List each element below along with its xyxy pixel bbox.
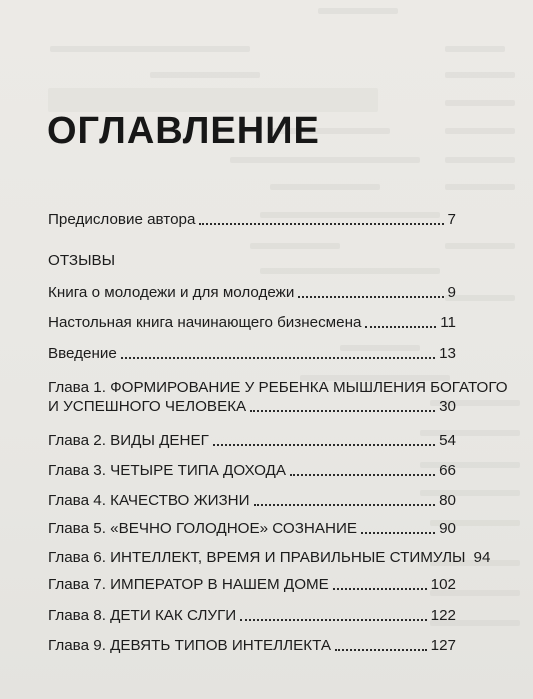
toc-entry-title-line-1: Глава 1. ФОРМИРОВАНИЕ У РЕБЕНКА МЫШЛЕНИЯ БОГАТОГО xyxy=(48,379,508,396)
dot-leader xyxy=(254,503,436,506)
toc-entry-title: Глава 7. ИМПЕРАТОР В НАШЕМ ДОМЕ xyxy=(48,576,329,593)
toc-entry-page: 7 xyxy=(447,211,456,228)
toc-entry-page: 127 xyxy=(430,637,456,654)
toc-entry-title: Введение xyxy=(48,345,117,362)
toc-entry-page: 80 xyxy=(439,492,456,509)
dot-leader xyxy=(333,587,427,590)
toc-entry-title: Глава 3. ЧЕТЫРЕ ТИПА ДОХОДА xyxy=(48,462,286,479)
toc-entry-review-2[interactable] xyxy=(48,313,456,332)
toc-entry-title: Глава 9. ДЕВЯТЬ ТИПОВ ИНТЕЛЛЕКТА xyxy=(48,637,331,654)
page-title: ОГЛАВЛЕНИЕ xyxy=(47,110,320,152)
toc-entry-page: 90 xyxy=(439,520,456,537)
toc-entry-page: 122 xyxy=(430,607,456,624)
dot-leader xyxy=(361,531,435,534)
toc-entry-review-1[interactable] xyxy=(48,283,456,302)
toc-entry-chapter-7[interactable] xyxy=(48,575,456,594)
dot-leader xyxy=(290,473,435,476)
dot-leader xyxy=(213,443,435,446)
toc-entry-title-line-2-row xyxy=(48,397,456,416)
dot-leader xyxy=(199,222,443,225)
toc-entry-intro[interactable] xyxy=(48,344,456,363)
toc-entry-page: 66 xyxy=(439,462,456,479)
toc-entry-page: 9 xyxy=(447,284,456,301)
toc-entry-title: Предисловие автора xyxy=(48,211,196,228)
toc-entry-title: Книга о молодежи и для молодежи xyxy=(48,284,295,301)
toc-entry-title: Глава 2. ВИДЫ ДЕНЕГ xyxy=(48,432,209,449)
toc-entry-page: 54 xyxy=(439,432,456,449)
toc-entry-chapter-6[interactable] xyxy=(48,548,491,567)
toc-entry-chapter-5[interactable] xyxy=(48,519,456,538)
toc-entry-title-line-2: И УСПЕШНОГО ЧЕЛОВЕКА xyxy=(48,398,247,415)
toc-entry-chapter-2[interactable] xyxy=(48,431,456,450)
toc-entry-title: Глава 6. ИНТЕЛЛЕКТ, ВРЕМЯ И ПРАВИЛЬНЫЕ СТИМУЛЫ xyxy=(48,549,466,566)
toc-entry-chapter-9[interactable] xyxy=(48,636,456,655)
toc-entry-page: 102 xyxy=(430,576,456,593)
dot-leader xyxy=(121,356,435,359)
dot-leader xyxy=(298,295,443,298)
dot-leader xyxy=(250,409,435,412)
dot-leader xyxy=(240,618,426,621)
toc-entry-title: Настольная книга начинающего бизнесмена xyxy=(48,314,362,331)
reviews-heading: ОТЗЫВЫ xyxy=(48,252,116,269)
toc-entry-page: 11 xyxy=(440,314,456,331)
toc-entry-chapter-1[interactable] xyxy=(48,378,508,416)
toc-entry-title: Глава 4. КАЧЕСТВО ЖИЗНИ xyxy=(48,492,250,509)
toc-entry-page: 13 xyxy=(439,345,456,362)
toc-entry-title: Глава 8. ДЕТИ КАК СЛУГИ xyxy=(48,607,237,624)
dot-leader xyxy=(335,648,427,651)
toc-entry-page: 94 xyxy=(473,549,491,566)
toc-entry-chapter-8[interactable] xyxy=(48,606,456,625)
toc-entry-page: 30 xyxy=(439,398,456,415)
toc-entry-title: Глава 5. «ВЕЧНО ГОЛОДНОЕ» СОЗНАНИЕ xyxy=(48,520,358,537)
toc-entry-chapter-4[interactable] xyxy=(48,491,456,510)
toc-entry-chapter-3[interactable] xyxy=(48,461,456,480)
dot-leader xyxy=(365,325,436,328)
toc-entry-preface[interactable] xyxy=(48,210,456,229)
